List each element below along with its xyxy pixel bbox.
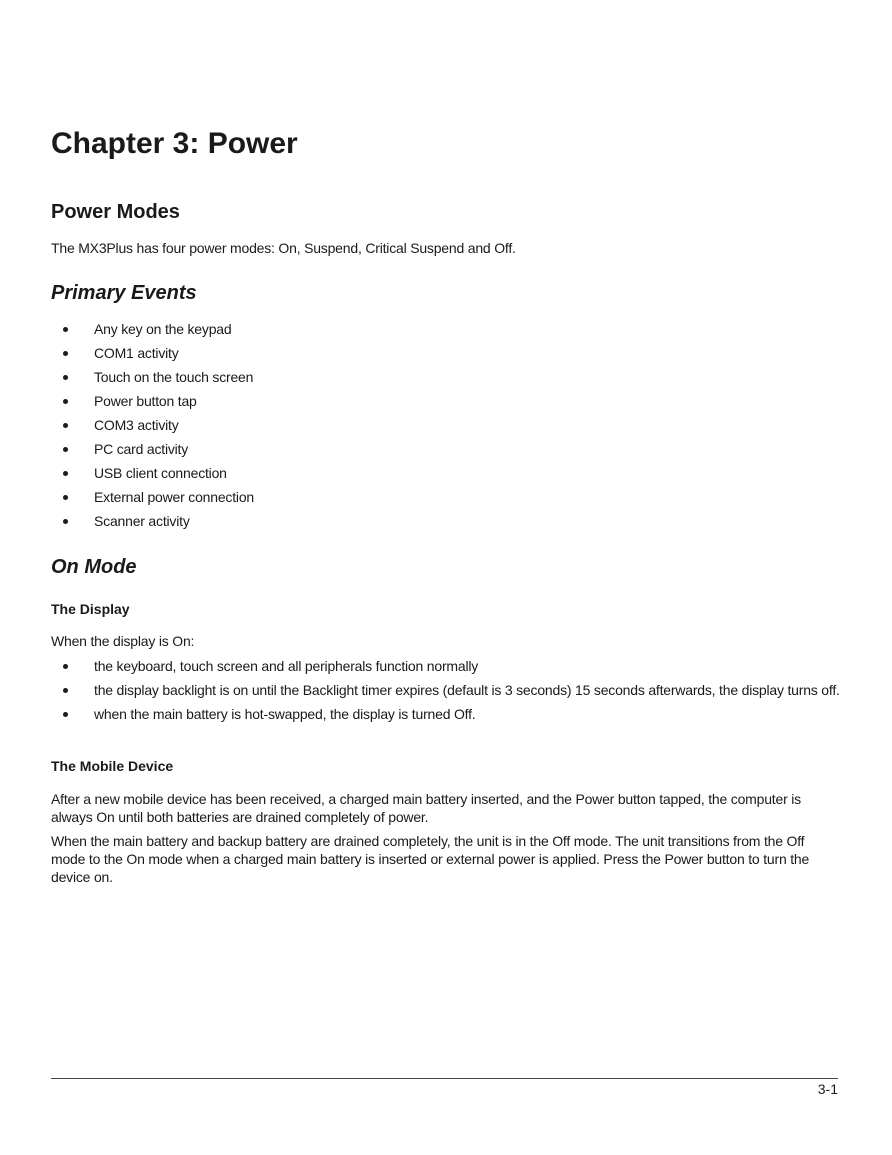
list-item-text: External power connection: [94, 489, 254, 505]
page-number: 3-1: [817, 1081, 838, 1097]
mobile-device-paragraph: When the main battery and backup battery are drained completely, the unit is in the Off mode. The unit transitions from the Off mode to the On mode when a charged main battery is inserted or external power is applied. Press the Power button to turn the device on.: [51, 833, 810, 885]
the-display-intro: When the display is On:: [51, 633, 195, 649]
list-item-text: COM3 activity: [94, 417, 179, 433]
on-mode-heading: On Mode: [51, 556, 137, 578]
bullet-icon: [63, 519, 68, 524]
list-item-text: COM1 activity: [94, 345, 179, 361]
list-item: [51, 440, 841, 458]
bullet-icon: [63, 712, 68, 717]
list-item: [51, 681, 841, 699]
list-item-text: Touch on the touch screen: [94, 369, 254, 385]
list-item-text: USB client connection: [94, 465, 227, 481]
list-item-text: when the main battery is hot-swapped, the display is turned Off.: [94, 706, 476, 722]
list-item-text: the keyboard, touch screen and all peripherals function normally: [94, 658, 479, 674]
mobile-device-heading: The Mobile Device: [51, 758, 174, 774]
list-item: [51, 488, 841, 506]
list-item-text: PC card activity: [94, 441, 189, 457]
bullet-icon: [63, 327, 68, 332]
bullet-icon: [63, 664, 68, 669]
mobile-device-paragraph: After a new mobile device has been received, a charged main battery inserted, and the Power button tapped, the computer is always On until both batteries are drained completely of power.: [51, 791, 801, 825]
list-item: [51, 416, 841, 434]
the-display-heading: The Display: [51, 601, 130, 617]
list-item: [51, 512, 841, 530]
primary-events-list: [51, 320, 841, 536]
list-item: [51, 320, 841, 338]
footer-divider: [51, 1078, 838, 1079]
list-item: [51, 344, 841, 362]
power-modes-heading: Power Modes: [51, 201, 180, 223]
bullet-icon: [63, 495, 68, 500]
bullet-icon: [63, 447, 68, 452]
display-list: [51, 657, 841, 729]
bullet-icon: [63, 399, 68, 404]
list-item: [51, 464, 841, 482]
bullet-icon: [63, 375, 68, 380]
primary-events-heading: Primary Events: [51, 282, 197, 304]
list-item-text: Power button tap: [94, 393, 197, 409]
list-item: [51, 368, 841, 386]
bullet-icon: [63, 471, 68, 476]
chapter-title: Chapter 3: Power: [51, 127, 298, 160]
list-item: [51, 705, 841, 723]
power-modes-intro: The MX3Plus has four power modes: On, Suspend, Critical Suspend and Off.: [51, 240, 516, 256]
list-item-text: the display backlight is on until the Backlight timer expires (default is 3 seconds) 15 seconds afterwards, the display turns off.: [94, 682, 840, 698]
bullet-icon: [63, 688, 68, 693]
list-item: [51, 657, 841, 675]
list-item-text: Scanner activity: [94, 513, 190, 529]
list-item: [51, 392, 841, 410]
bullet-icon: [63, 423, 68, 428]
bullet-icon: [63, 351, 68, 356]
list-item-text: Any key on the keypad: [94, 321, 232, 337]
